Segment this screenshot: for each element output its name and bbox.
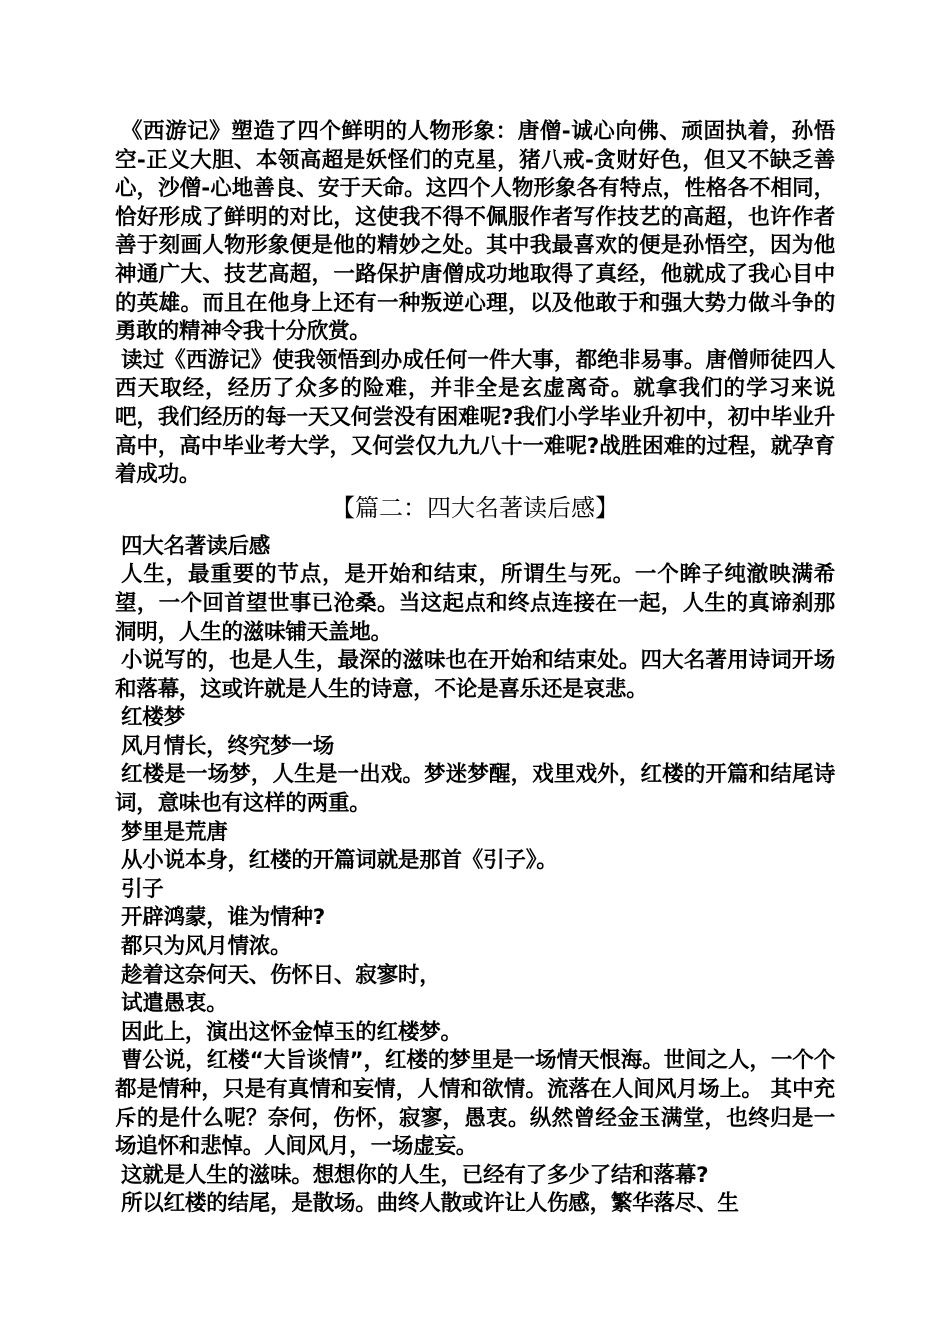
document-body xyxy=(115,118,835,1219)
paragraph-xiyouji-characters: 《西游记》塑造了四个鲜明的人物形象：唐僧-诚心向佛、顽固执着，孙悟空-正义大胆、本领高超是妖怪们的克星，猪八戒-贪财好色，但又不缺乏善心，沙僧-心地善良、安于天命。这四个人物形象各有特点，性格各不相同，恰好形成了鲜明的对比，这使我不得不佩服作者写作技艺的高超，也许作者善于刻画人物形象便是他的精妙之处。其中我最喜欢的便是孙悟空，因为他神通广大、技艺高超，一路保护唐僧成功地取得了真经，他就成了我心目中的英雄。而且在他身上还有一种叛逆心理，以及他敢于和强大势力做斗争的勇敢的精神令我十分欣赏。 xyxy=(115,119,835,345)
text-line: 风月情长，终究梦一场 xyxy=(121,733,335,759)
section-heading: 【篇二：四大名著读后感】 xyxy=(331,493,619,522)
text-line: 从小说本身，红楼的开篇词就是那首《引子》。 xyxy=(121,848,558,874)
text-line: 红楼梦 xyxy=(121,705,185,731)
paragraph-novels-poetry: 小说写的，也是人生，最深的滋味也在开始和结束处。四大名著用诗词开场和落幕，这或许就是人生的诗意，不论是喜乐还是哀悲。 xyxy=(115,648,835,702)
paragraph-xiyouji-lesson: 读过《西游记》使我领悟到办成任何一件大事，都绝非易事。唐僧师徒四人西天取经，经历了众多的险难，并非全是玄虚离奇。就拿我们的学习来说吧，我们经历的每一天又何尝没有困难呢?我们小学毕业升初中，初中毕业升高中，高中毕业考大学，又何尝仅九九八十一难呢?战胜困难的过程，就孕育着成功。 xyxy=(115,347,835,488)
poem-line: 趁着这奈何天、伤怀日、寂寥时， xyxy=(121,962,441,988)
poem-line: 都只为风月情浓。 xyxy=(121,934,292,960)
text-line: 所以红楼的结尾，是散场。曲终人散或许让人伤感，繁华落尽、生 xyxy=(121,1191,739,1217)
text-line: 这就是人生的滋味。想想你的人生，已经有了多少了结和落幕? xyxy=(121,1162,709,1188)
subtitle-line: 四大名著读后感 xyxy=(121,533,271,559)
poem-line: 试遣愚衷。 xyxy=(121,991,228,1017)
poem-line: 因此上，演出这怀金悼玉的红楼梦。 xyxy=(121,1019,462,1045)
paragraph-cao-gong: 曹公说，红楼“大旨谈情”，红楼的梦里是一场情天恨海。世间之人，一个个都是情种，只是有真情和妄情，人情和欲情。流落在人间风月场上。 其中充斥的是什么呢？奈何，伤怀，寂寥，愚衷。纵然曾经金玉满堂，也终归是一场追怀和悲悼。人间风月，一场虚妄。 xyxy=(115,1048,835,1160)
paragraph-life-nodes: 人生，最重要的节点，是开始和结束，所谓生与死。一个眸子纯澈映满希望，一个回首望世事已沧桑。当这起点和终点连接在一起，人生的真谛刹那洞明，人生的滋味铺天盖地。 xyxy=(115,562,835,645)
paragraph-hongloumeng-dream: 红楼是一场梦，人生是一出戏。梦迷梦醒，戏里戏外，红楼的开篇和结尾诗词，意味也有这样的两重。 xyxy=(115,762,835,817)
poem-line: 开辟鸿蒙，谁为情种? xyxy=(121,905,325,931)
poem-title: 引子 xyxy=(121,876,164,902)
text-line: 梦里是荒唐 xyxy=(121,819,228,845)
